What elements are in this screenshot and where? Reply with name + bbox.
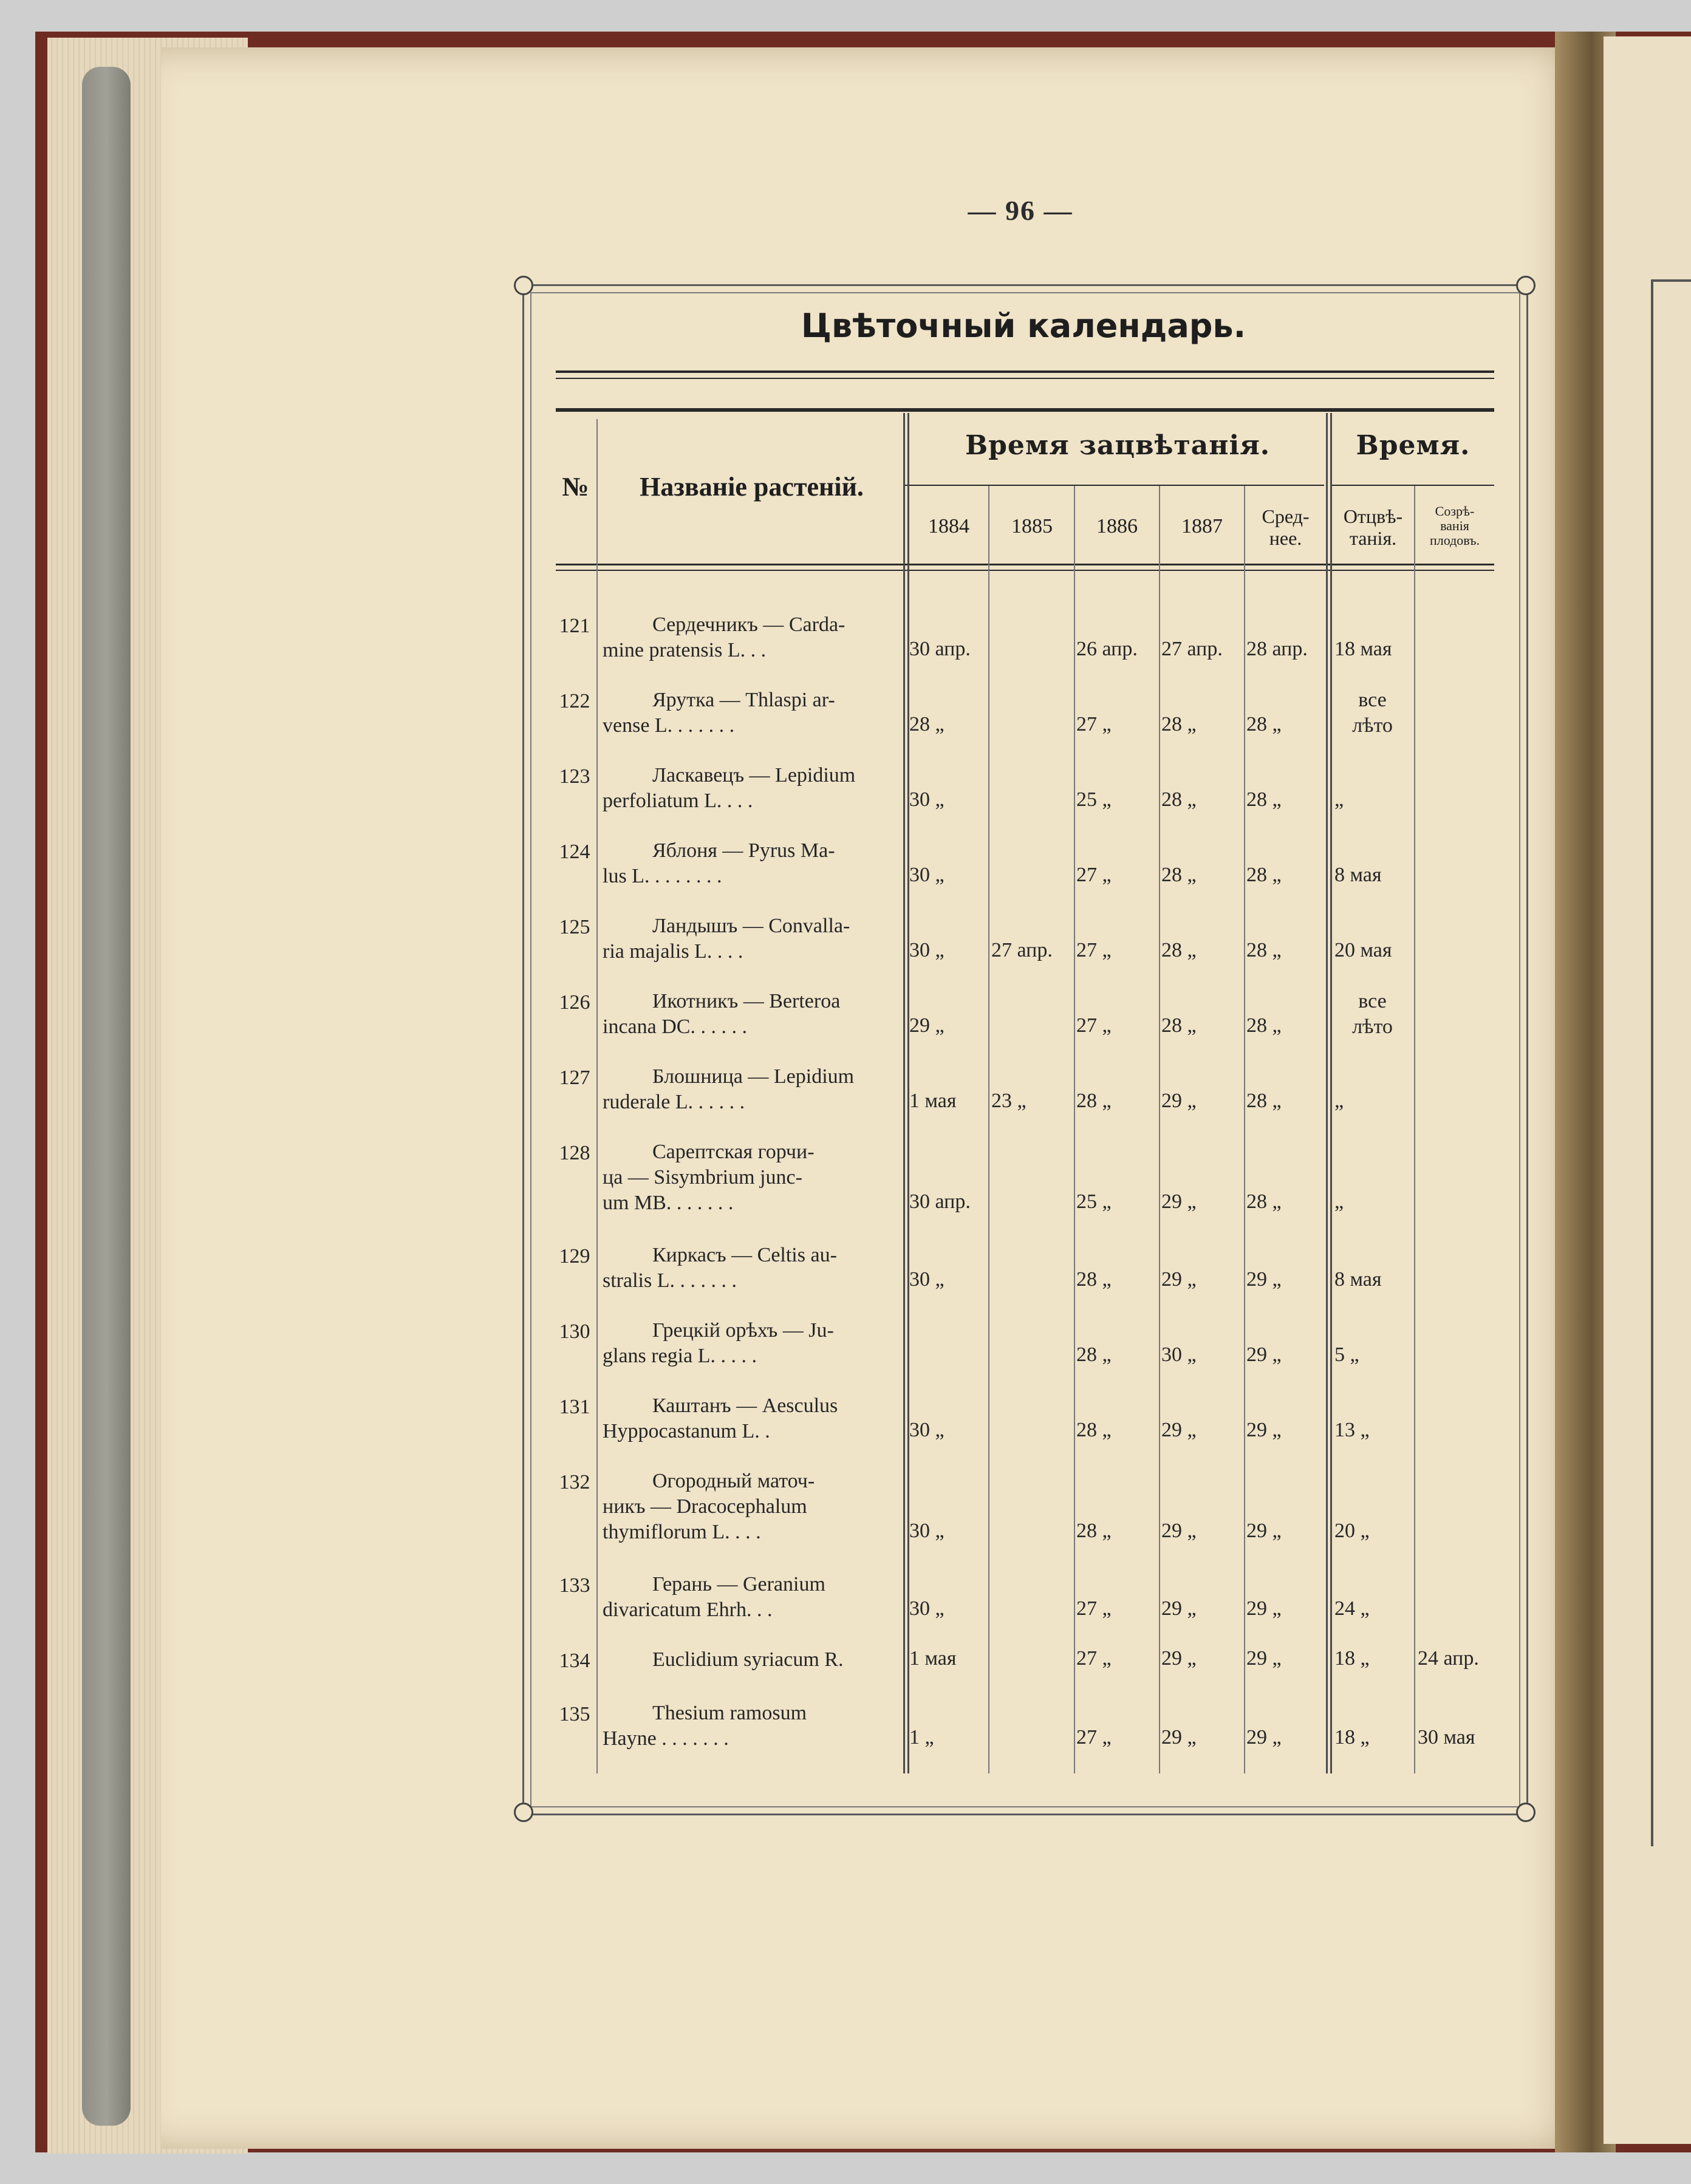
header-fading-line: Отцвѣ- xyxy=(1343,505,1403,527)
plant-name xyxy=(603,1139,901,1216)
header-fading xyxy=(1332,505,1414,549)
cell-fading: 18 мая xyxy=(1334,638,1392,660)
header-year-1886: 1886 xyxy=(1096,515,1138,537)
plant-name-line: vense L. . . . . . . xyxy=(603,714,735,737)
cell-1884: 30 „ xyxy=(909,1597,945,1620)
cell-1884: 28 „ xyxy=(909,713,945,735)
plant-name xyxy=(603,913,901,964)
cell-1886: 25 „ xyxy=(1076,788,1112,811)
row-number: 133 xyxy=(559,1574,590,1597)
plant-name-line: Яблоня — Pyrus Ma- xyxy=(652,839,835,862)
cell-average: 28 апр. xyxy=(1246,638,1308,660)
plant-name xyxy=(603,1243,901,1294)
cell-fading: 5 „ xyxy=(1334,1343,1359,1366)
plant-name-line: Ласкавецъ — Lepidium xyxy=(652,764,856,787)
header-year-1887: 1887 xyxy=(1181,515,1223,537)
row-number: 125 xyxy=(559,916,590,938)
page-number: — 96 — xyxy=(968,195,1073,226)
cell-average: 28 „ xyxy=(1246,1090,1282,1112)
cell-ripening: 30 мая xyxy=(1418,1726,1475,1749)
cell-1884: 30 апр. xyxy=(909,1190,971,1213)
cell-1884: 30 „ xyxy=(909,1419,945,1441)
header-average-line: Сред- xyxy=(1262,505,1310,527)
header-average xyxy=(1245,505,1326,549)
cell-fading: 20 „ xyxy=(1334,1520,1370,1542)
plant-name xyxy=(603,763,901,814)
plant-name-line: incana DC. . . . . . xyxy=(603,1015,747,1038)
cell-1884: 30 „ xyxy=(909,1268,945,1291)
cell-fading: 18 „ xyxy=(1334,1726,1370,1749)
cell-1884: 30 „ xyxy=(909,1520,945,1542)
cell-1884: 29 „ xyxy=(909,1014,945,1037)
plant-name xyxy=(603,1572,901,1623)
column-divider xyxy=(1244,486,1245,1773)
plant-name-line: lus L. . . . . . . . xyxy=(603,865,722,887)
cell-fading: 24 „ xyxy=(1334,1597,1370,1620)
cell-1886: 28 „ xyxy=(1076,1419,1112,1441)
plant-name-line: Hayne . . . . . . . xyxy=(603,1727,729,1750)
cell-1886: 27 „ xyxy=(1076,1726,1112,1749)
header-no: № xyxy=(562,472,589,502)
plant-name-line: Каштанъ — Aesculus xyxy=(652,1394,838,1417)
cell-1884: 30 „ xyxy=(909,864,945,886)
plant-name-line: Ярутка — Thlaspi ar- xyxy=(652,689,835,711)
cell-fading: „ xyxy=(1334,1190,1344,1213)
row-number: 127 xyxy=(559,1066,590,1089)
corner-ornament xyxy=(514,1803,533,1822)
corner-ornament xyxy=(1516,276,1536,295)
plant-name-line: perfoliatum L. . . . xyxy=(603,790,753,812)
cell-fading: все лѣто xyxy=(1352,990,1393,1038)
cell-1884: 30 „ xyxy=(909,788,945,811)
cell-fading: „ xyxy=(1334,788,1344,811)
cell-fading: все лѣто xyxy=(1352,689,1393,737)
plant-name xyxy=(603,1064,901,1115)
column-divider xyxy=(1159,486,1160,1773)
plant-name-line: Огородный маточ- xyxy=(652,1470,815,1492)
header-ripening xyxy=(1415,504,1494,548)
cell-1887: 29 „ xyxy=(1161,1419,1197,1441)
cell-fading: „ xyxy=(1334,1090,1344,1112)
row-number: 126 xyxy=(559,991,590,1014)
title-rule xyxy=(556,378,1494,379)
header-time: Время. xyxy=(1356,430,1471,461)
plant-name xyxy=(603,1393,901,1444)
row-number: 122 xyxy=(559,690,590,712)
cell-1887: 29 „ xyxy=(1161,1597,1197,1620)
cell-1887: 28 „ xyxy=(1161,713,1197,735)
row-number: 129 xyxy=(559,1245,590,1268)
row-number: 135 xyxy=(559,1703,590,1725)
cell-1887: 29 „ xyxy=(1161,1190,1197,1213)
cell-1887: 29 „ xyxy=(1161,1520,1197,1542)
plant-name-line: thymiflorum L. . . . xyxy=(603,1521,761,1543)
plant-name-line: Ландышъ — Convalla- xyxy=(652,915,850,937)
row-number: 134 xyxy=(559,1650,590,1672)
row-number: 124 xyxy=(559,841,590,863)
cell-average: 29 „ xyxy=(1246,1343,1282,1366)
header-average-line: нее. xyxy=(1269,527,1302,549)
column-divider xyxy=(1074,486,1075,1773)
row-number: 130 xyxy=(559,1320,590,1343)
cell-1884: 30 „ xyxy=(909,939,945,961)
plant-name-line: Hyppocastanum L. . xyxy=(603,1420,770,1442)
cell-1884: 1 „ xyxy=(909,1726,934,1749)
plant-name xyxy=(603,989,901,1040)
plant-name-line: никъ — Dracocephalum xyxy=(603,1495,807,1518)
plant-name-line: glans regia L. . . . . xyxy=(603,1345,757,1367)
cell-1887: 30 „ xyxy=(1161,1343,1197,1366)
header-ripening-line: ванія xyxy=(1440,518,1469,533)
column-divider xyxy=(903,413,905,1773)
plant-name-line: Киркасъ — Celtis au- xyxy=(652,1244,837,1266)
column-divider xyxy=(988,486,989,1773)
plant-name-line: ца — Sisymbrium junc- xyxy=(603,1166,802,1189)
plant-name xyxy=(603,612,901,663)
plant-name xyxy=(603,838,901,889)
plant-name-line: ruderale L. . . . . . xyxy=(603,1091,745,1113)
cell-1887: 28 „ xyxy=(1161,864,1197,886)
plant-name-line: ria majalis L. . . . xyxy=(603,940,743,963)
cell-1886: 27 „ xyxy=(1076,1014,1112,1037)
page-right xyxy=(1604,36,1691,2144)
plant-name-line: Герань — Geranium xyxy=(652,1573,825,1595)
column-divider xyxy=(1330,413,1332,1773)
column-divider xyxy=(1326,413,1328,1773)
cell-fading: 8 мая xyxy=(1334,864,1382,886)
cell-1886: 28 „ xyxy=(1076,1520,1112,1542)
cell-1886: 27 „ xyxy=(1076,713,1112,735)
row-number: 121 xyxy=(559,615,590,637)
cell-1887: 29 „ xyxy=(1161,1090,1197,1112)
plant-name-line: Блошница — Lepidium xyxy=(652,1065,855,1088)
cell-average: 29 „ xyxy=(1246,1520,1282,1542)
column-divider xyxy=(596,419,598,1773)
cell-fading: 18 „ xyxy=(1334,1647,1370,1670)
row-number: 128 xyxy=(559,1142,590,1164)
cell-average: 28 „ xyxy=(1246,713,1282,735)
cell-average: 28 „ xyxy=(1246,1190,1282,1213)
header-bottom-rule xyxy=(556,570,1494,571)
row-number: 132 xyxy=(559,1471,590,1493)
cell-1887: 27 апр. xyxy=(1161,638,1223,660)
plant-name xyxy=(603,1318,901,1369)
cell-1884: 1 мая xyxy=(909,1090,957,1112)
cell-1886: 26 апр. xyxy=(1076,638,1138,660)
cell-average: 28 „ xyxy=(1246,1014,1282,1037)
column-divider xyxy=(1414,486,1415,1773)
header-fading-line: танія. xyxy=(1349,527,1397,549)
cell-1886: 27 „ xyxy=(1076,1647,1112,1670)
header-top-rule xyxy=(556,408,1494,412)
plant-name xyxy=(603,688,901,739)
cell-fading: 13 „ xyxy=(1334,1419,1370,1441)
cell-average: 28 „ xyxy=(1246,939,1282,961)
cell-ripening: 24 апр. xyxy=(1418,1647,1479,1670)
inner-fold xyxy=(82,67,131,2126)
cell-1885: 27 апр. xyxy=(991,939,1053,961)
plant-name-line: Икотникъ — Berteroa xyxy=(652,990,841,1012)
cell-average: 28 „ xyxy=(1246,788,1282,811)
cell-1887: 28 „ xyxy=(1161,939,1197,961)
cell-1886: 28 „ xyxy=(1076,1343,1112,1366)
title-rule xyxy=(556,370,1494,373)
plant-name xyxy=(603,1469,901,1545)
header-name: Названіе растеній. xyxy=(640,472,864,502)
plant-name-line: divaricatum Ehrh. . . xyxy=(603,1599,773,1621)
plant-name xyxy=(603,1647,901,1673)
cell-average: 28 „ xyxy=(1246,864,1282,886)
plant-name-line: Грецкій орѣхъ — Ju- xyxy=(652,1319,834,1342)
cell-fading: 8 мая xyxy=(1334,1268,1382,1291)
cell-1887: 28 „ xyxy=(1161,1014,1197,1037)
header-ripening-line: Созрѣ- xyxy=(1435,503,1475,519)
year-rule xyxy=(905,485,1324,486)
header-year-1884: 1884 xyxy=(928,515,969,537)
corner-ornament xyxy=(514,276,533,295)
row-number: 131 xyxy=(559,1396,590,1418)
cell-1887: 29 „ xyxy=(1161,1726,1197,1749)
plant-name xyxy=(603,1701,901,1752)
cell-1885: 23 „ xyxy=(991,1090,1027,1112)
cell-1887: 28 „ xyxy=(1161,788,1197,811)
plant-name-line: Thesium ramosum xyxy=(652,1702,807,1724)
cell-fading: 20 мая xyxy=(1334,939,1392,961)
cell-1887: 29 „ xyxy=(1161,1647,1197,1670)
cell-average: 29 „ xyxy=(1246,1268,1282,1291)
header-bottom-rule xyxy=(556,564,1494,565)
plant-name-line: Сарептская горчи- xyxy=(652,1141,815,1163)
cell-1886: 27 „ xyxy=(1076,864,1112,886)
cell-1887: 29 „ xyxy=(1161,1268,1197,1291)
row-number: 123 xyxy=(559,765,590,788)
calendar-title: Цвѣточный календарь. xyxy=(801,307,1246,345)
header-ripening-line: плодовъ. xyxy=(1429,533,1480,548)
plant-name-line: mine pratensis L. . . xyxy=(603,639,767,661)
plant-name-line: stralis L. . . . . . . xyxy=(603,1269,737,1292)
cell-1886: 27 „ xyxy=(1076,1597,1112,1620)
cell-1884: 1 мая xyxy=(909,1647,957,1670)
plant-name-line: Euclidium syriacum R. xyxy=(652,1648,844,1671)
cell-1884: 30 апр. xyxy=(909,638,971,660)
plant-name-line: Сердечникъ — Carda- xyxy=(652,613,846,636)
header-year-1885: 1885 xyxy=(1011,515,1053,537)
time-rule xyxy=(1330,485,1494,486)
cell-average: 29 „ xyxy=(1246,1726,1282,1749)
plant-name-line: um MB. . . . . . . xyxy=(603,1192,734,1214)
cell-1886: 27 „ xyxy=(1076,939,1112,961)
header-flowering: Время зацвѣтанія. xyxy=(965,430,1271,461)
cell-average: 29 „ xyxy=(1246,1597,1282,1620)
cell-1886: 25 „ xyxy=(1076,1190,1112,1213)
corner-ornament xyxy=(1516,1803,1536,1822)
cell-1886: 28 „ xyxy=(1076,1268,1112,1291)
cell-average: 29 „ xyxy=(1246,1419,1282,1441)
cell-1886: 28 „ xyxy=(1076,1090,1112,1112)
cell-average: 29 „ xyxy=(1246,1647,1282,1670)
